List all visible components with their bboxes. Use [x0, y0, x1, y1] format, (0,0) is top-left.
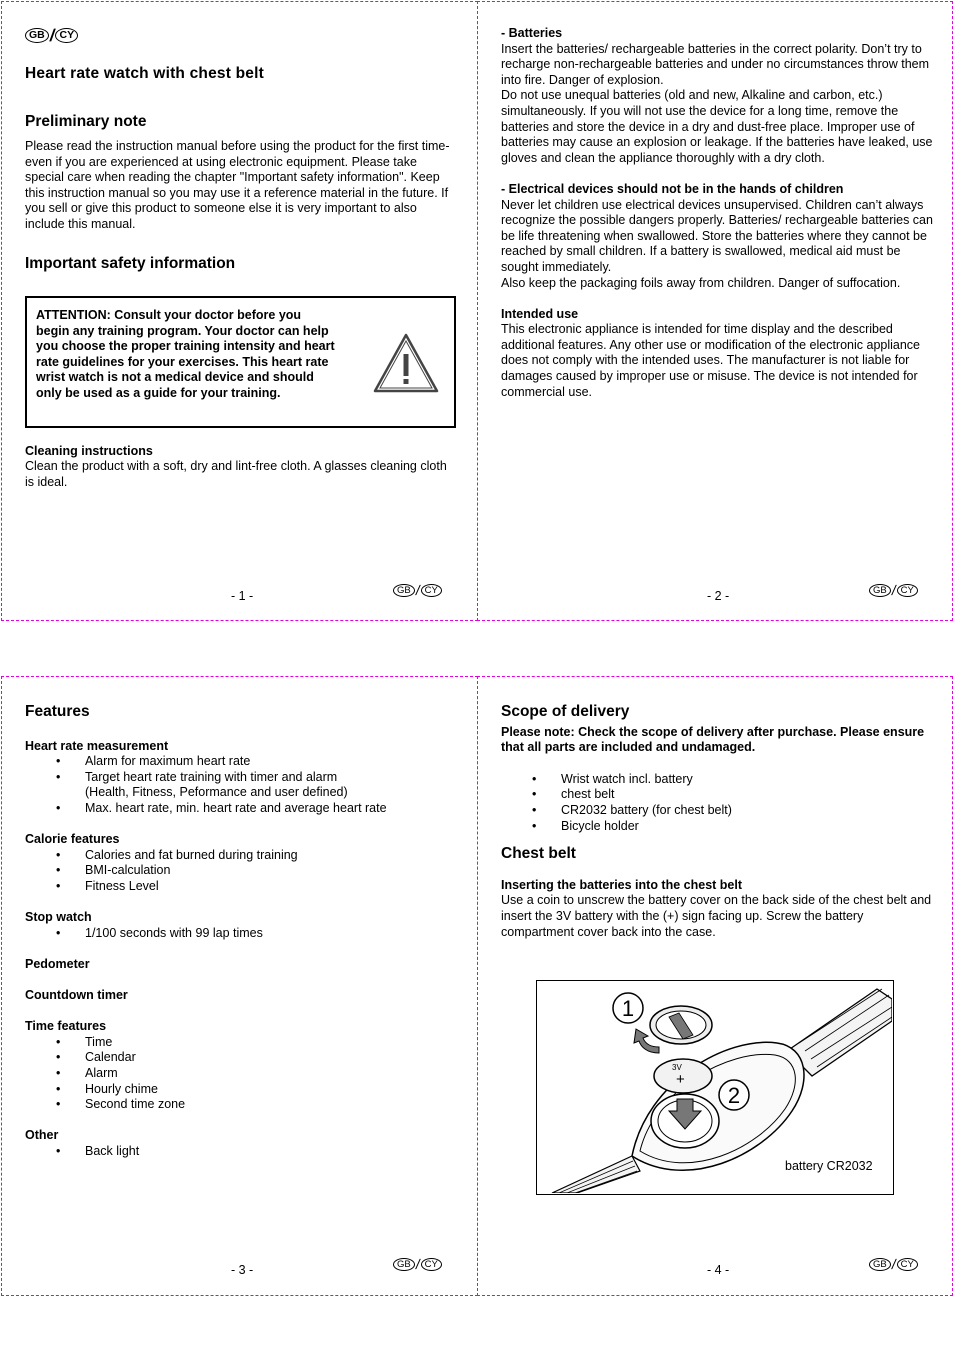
list-item: • Wrist watch incl. battery [501, 772, 933, 788]
list-item: • Calendar [25, 1050, 457, 1066]
list-item: • Bicycle holder [501, 819, 933, 835]
feature-group [25, 988, 457, 1004]
page-4 [477, 676, 953, 1296]
list-item: • Back light [25, 1144, 457, 1160]
lang-cy: CY [55, 28, 78, 43]
attention-text: ATTENTION: Consult your doctor before you begin any training program. Your doctor can help you choose the proper training intensity and heart rate guidelines for your exercises. This heart rate wrist watch is not a medical device and should only be used as a guide for your training. [36, 308, 335, 400]
language-badge-footer [869, 583, 918, 597]
feature-group [25, 1019, 457, 1113]
document-title: Heart rate watch with chest belt [25, 65, 264, 82]
list-item: • Second time zone [25, 1097, 457, 1113]
battery-plus-label: + [676, 1071, 685, 1088]
inserting-heading: Inserting the batteries into the chest belt [501, 877, 743, 892]
lang-separator: / [48, 25, 57, 45]
chest-belt-figure [536, 980, 894, 1195]
page-number: - 2 - [707, 589, 730, 603]
preliminary-text: Please read the instruction manual before using the product for the first time- even if you are experienced at using electronic equipment. Please take special care when reading the chapter "Important safety information". Keep this instruction manual so you may use it a reference material in the future. If you sell or give this product to someone else it is very important to also include this manual. [25, 139, 450, 231]
list-item: • Alarm for maximum heart rate [25, 754, 457, 770]
list-item: • BMI-calculation [25, 863, 457, 879]
feature-group [25, 739, 457, 817]
language-badge-footer [393, 1257, 442, 1271]
lang-cy: CY [421, 1258, 442, 1271]
page-number: - 1 - [231, 589, 254, 603]
feature-group [25, 957, 457, 973]
feature-group-heading: Pedometer [25, 956, 90, 971]
chest-belt-heading: Chest belt [501, 845, 576, 863]
lang-gb: GB [869, 1258, 891, 1271]
feature-group-heading: Time features [25, 1019, 107, 1034]
lang-cy: CY [897, 1258, 918, 1271]
batteries-text-2: Do not use unequal batteries (old and new, Alkaline and carbon, etc.) simultaneously. If you will not use the device for a long time, remove the batteries and store the device in a dry and dust-free place. Improper use of batteries may cause an explosion or leakage. If the batteries have leaked, use gloves and clean the appliance thoroughly with a dry cloth. [501, 88, 933, 165]
lang-cy: CY [421, 584, 442, 597]
list-item: • Hourly chime [25, 1082, 457, 1098]
feature-group [25, 832, 457, 894]
list-item: • Alarm [25, 1066, 457, 1082]
inserting-text: Use a coin to unscrew the battery cover on the back side of the chest belt and insert the 3V battery with the (+) sign facing up. Screw the battery compartment cover back into the case. [501, 893, 932, 939]
list-item: • Fitness Level [25, 879, 457, 895]
scope-list [501, 772, 933, 834]
preliminary-heading: Preliminary note [25, 113, 147, 130]
step-1-label: 1 [621, 996, 635, 1021]
features-heading: Features [25, 703, 90, 720]
attention-box [25, 296, 456, 428]
language-badge-footer [869, 1257, 918, 1271]
page-1 [1, 1, 478, 621]
list-item: • Time [25, 1035, 457, 1051]
children-heading: - Electrical devices should not be in the hands of children [501, 181, 844, 196]
children-text-1: Never let children use electrical devices unsupervised. Children can’t always recognize the possible dangers properly. Batteries/ rechargeable batteries can be life threatening when swallowed. Store the batteries where they cannot be reached by small children. If a battery is swallowed, medical aid must be sought immediately. [501, 197, 933, 274]
features-list [25, 739, 457, 1160]
lang-gb: GB [393, 584, 415, 597]
feature-group-heading: Calorie features [25, 832, 120, 847]
figure-caption: battery CR2032 [785, 1159, 873, 1173]
batteries-heading: - Batteries [501, 26, 563, 40]
lang-separator: / [890, 582, 898, 598]
scope-note: Please note: Check the scope of delivery after purchase. Please ensure that all parts are included and undamaged. [501, 724, 925, 755]
lang-gb: GB [869, 584, 891, 597]
lang-separator: / [414, 1256, 422, 1272]
lang-separator: / [414, 582, 422, 598]
cleaning-heading: Cleaning instructions [25, 444, 153, 458]
feature-items [25, 926, 457, 942]
intended-use-text: This electronic appliance is intended for time display and the described additional features. Any other use or modification of the electronic appliance does not comply with the intended uses. The manufacturer is not liable for damages caused by improper use or misuse. The device is not intended for commercial use. [501, 322, 921, 399]
language-badge-footer [393, 583, 442, 597]
safety-heading: Important safety information [25, 255, 236, 272]
cleaning-text: Clean the product with a soft, dry and lint-free cloth. A glasses cleaning cloth is ideal. [25, 459, 447, 489]
list-item: • 1/100 seconds with 99 lap times [25, 926, 457, 942]
feature-group-heading: Stop watch [25, 910, 92, 925]
scope-heading: Scope of delivery [501, 703, 630, 720]
page-number: - 3 - [231, 1263, 254, 1277]
step-2-label: 2 [727, 1083, 741, 1108]
list-item: • chest belt [501, 787, 933, 803]
feature-group-heading: Other [25, 1128, 59, 1143]
page-2 [477, 1, 953, 621]
battery-voltage-label: 3V [672, 1063, 682, 1072]
warning-triangle-icon [372, 332, 440, 394]
children-text-2: Also keep the packaging foils away from children. Danger of suffocation. [501, 275, 901, 290]
page-3 [1, 676, 478, 1296]
intended-use-heading: Intended use [501, 306, 579, 321]
language-badge [25, 25, 78, 45]
list-item: • Max. heart rate, min. heart rate and average heart rate [25, 801, 457, 817]
feature-items [25, 754, 457, 816]
feature-group [25, 1128, 457, 1159]
feature-group [25, 910, 457, 941]
feature-items [25, 848, 457, 895]
list-item: • CR2032 battery (for chest belt) [501, 803, 933, 819]
feature-group-heading: Heart rate measurement [25, 738, 169, 753]
lang-cy: CY [897, 584, 918, 597]
list-item: • Target heart rate training with timer and alarm (Health, Fitness, Peformance and user defined) [25, 770, 457, 801]
feature-group-heading: Countdown timer [25, 988, 128, 1003]
list-item: • Calories and fat burned during training [25, 848, 457, 864]
lang-gb: GB [25, 28, 49, 43]
page-number: - 4 - [707, 1263, 730, 1277]
batteries-text-1: Insert the batteries/ rechargeable batteries in the correct polarity. Don’t try to recharge non-rechargeable batteries and under no circumstances throw them into fire. Danger of explosion. [501, 41, 930, 87]
lang-separator: / [890, 1256, 898, 1272]
feature-items [25, 1035, 457, 1113]
feature-items [25, 1144, 457, 1160]
lang-gb: GB [393, 1258, 415, 1271]
